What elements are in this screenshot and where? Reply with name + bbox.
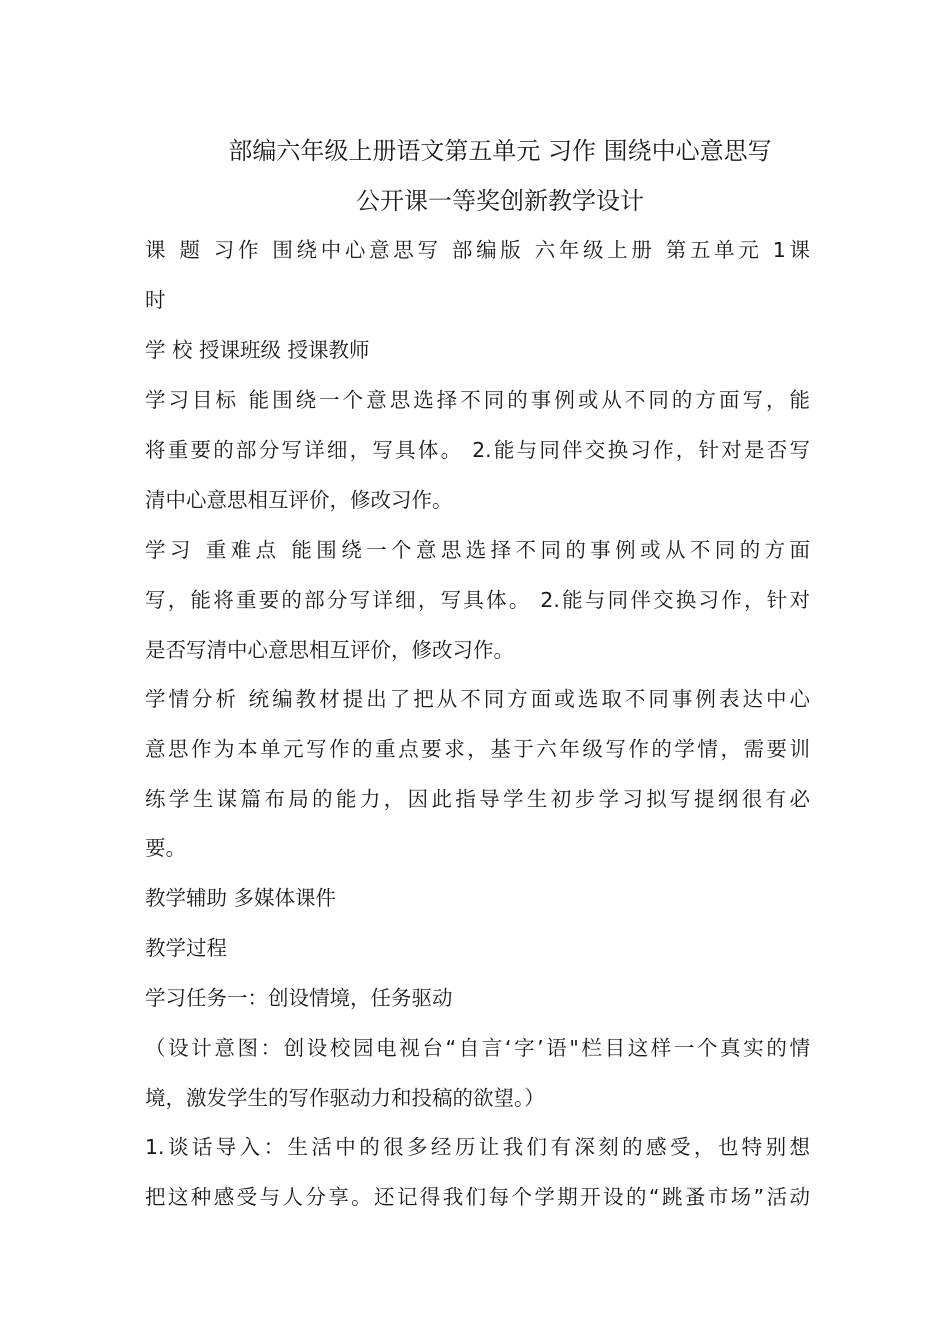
body-line: 写，能将重要的部分写详细，写具体。 2.能与同伴交换习作，针对 [145, 588, 810, 612]
body-line: 课 题 习作 围绕中心意思写 部编版 六年级上册 第五单元 1课 [145, 238, 810, 262]
body-line: 1.谈话导入：生活中的很多经历让我们有深刻的感受，也特别想 [145, 1135, 810, 1159]
body-line: 清中心意思相互评价，修改习作。 [145, 488, 453, 512]
body-line: 将重要的部分写详细，写具体。 2.能与同伴交换习作，针对是否写 [145, 438, 810, 462]
body-line: 学 校 授课班级 授课教师 [145, 338, 370, 362]
body-line: 学习任务一：创设情境，任务驱动 [145, 986, 453, 1010]
body-line: 境，激发学生的写作驱动力和投稿的欲望。） [145, 1086, 545, 1110]
body-line: 练学生谋篇布局的能力，因此指导学生初步学习拟写提纲很有必 [145, 787, 810, 811]
body-line: 是否写清中心意思相互评价，修改习作。 [145, 638, 514, 662]
body-line: 学习目标 能围绕一个意思选择不同的事例或从不同的方面写，能 [145, 388, 810, 412]
body-line: 学习 重难点 能围绕一个意思选择不同的事例或从不同的方面 [145, 538, 810, 562]
body-line: 要。 [145, 836, 186, 860]
body-line: 教学辅助 多媒体课件 [145, 886, 337, 910]
document-title-line-2: 公开课一等奖创新教学设计 [356, 187, 644, 215]
document-title-line-1: 部编六年级上册语文第五单元 习作 围绕中心意思写 [228, 137, 772, 165]
body-line: 把这种感受与人分享。还记得我们每个学期开设的“跳蚤市场”活动 [145, 1185, 810, 1209]
body-line: 意思作为本单元写作的重点要求，基于六年级写作的学情，需要训 [145, 737, 810, 761]
body-line: （设计意图：创设校园电视台“自言‘字’语"栏目这样一个真实的情 [145, 1036, 810, 1060]
body-line: 学情分析 统编教材提出了把从不同方面或选取不同事例表达中心 [145, 687, 810, 711]
body-line: 教学过程 [145, 936, 227, 960]
body-line: 时 [145, 288, 166, 312]
